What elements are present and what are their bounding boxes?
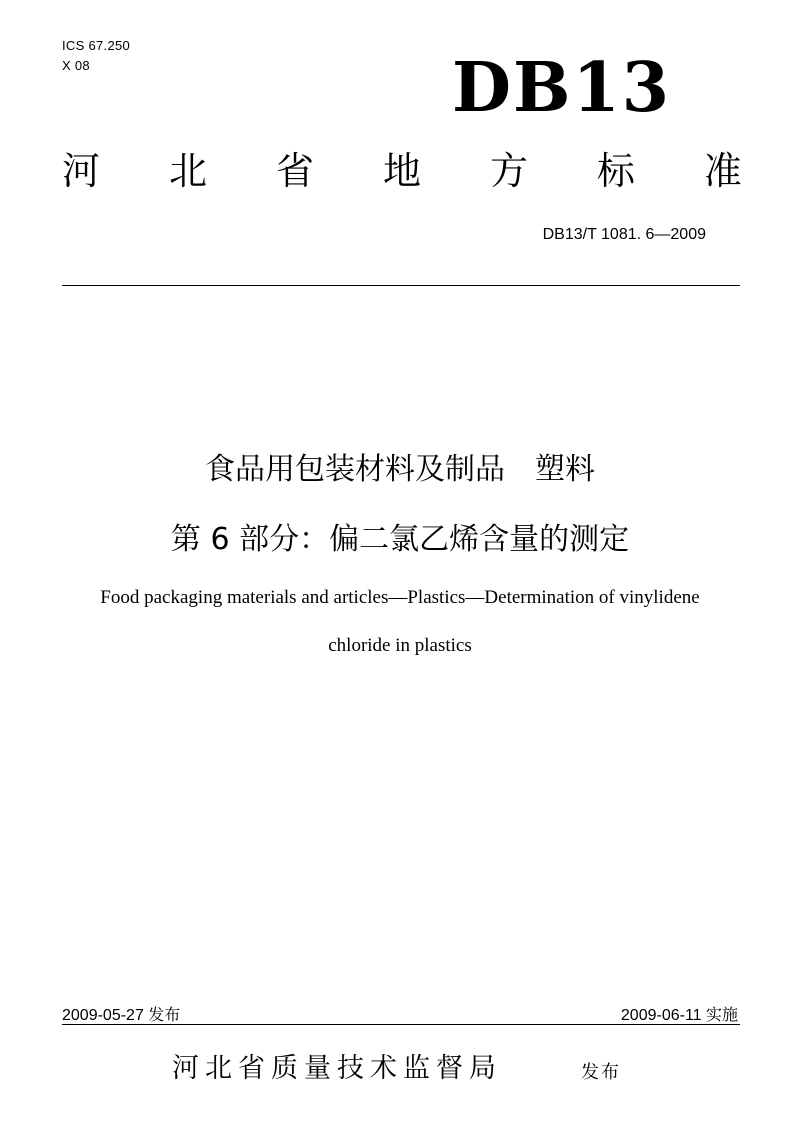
standard-number: DB13/T 1081. 6—2009 xyxy=(542,226,706,243)
standard-logo: DB13 xyxy=(452,48,672,128)
standard-type-char: 北 xyxy=(168,149,207,193)
implementation-date: 2009-06-11 实施 xyxy=(620,1007,738,1024)
issue-date: 2009-05-27 发布 xyxy=(62,1007,181,1024)
top-divider xyxy=(62,285,740,286)
standard-type-char: 河 xyxy=(62,149,101,193)
standard-type-char: 方 xyxy=(489,149,528,193)
document-title-cn-line1: 食品用包装材料及制品 塑料 xyxy=(205,452,595,487)
bottom-divider xyxy=(62,1024,740,1025)
issuing-action: 发布 xyxy=(581,1062,621,1083)
document-title-en-line2: chloride in plastics xyxy=(328,635,472,656)
standard-type-char: 标 xyxy=(596,149,635,193)
document-title-cn-line2: 第 6 部分：偏二氯乙烯含量的测定 xyxy=(170,522,630,557)
issuing-authority: 河北省质量技术监督局 xyxy=(172,1053,502,1084)
standard-type-char: 省 xyxy=(275,149,314,193)
standard-type-title xyxy=(62,145,742,197)
document-title-en-line1: Food packaging materials and articles—Plastics—Determination of vinylidene xyxy=(100,587,700,608)
classification-code: X 08 xyxy=(62,58,90,73)
ics-code: ICS 67.250 xyxy=(62,38,131,53)
standard-type-char: 地 xyxy=(382,149,421,193)
standard-type-char: 准 xyxy=(703,149,742,193)
